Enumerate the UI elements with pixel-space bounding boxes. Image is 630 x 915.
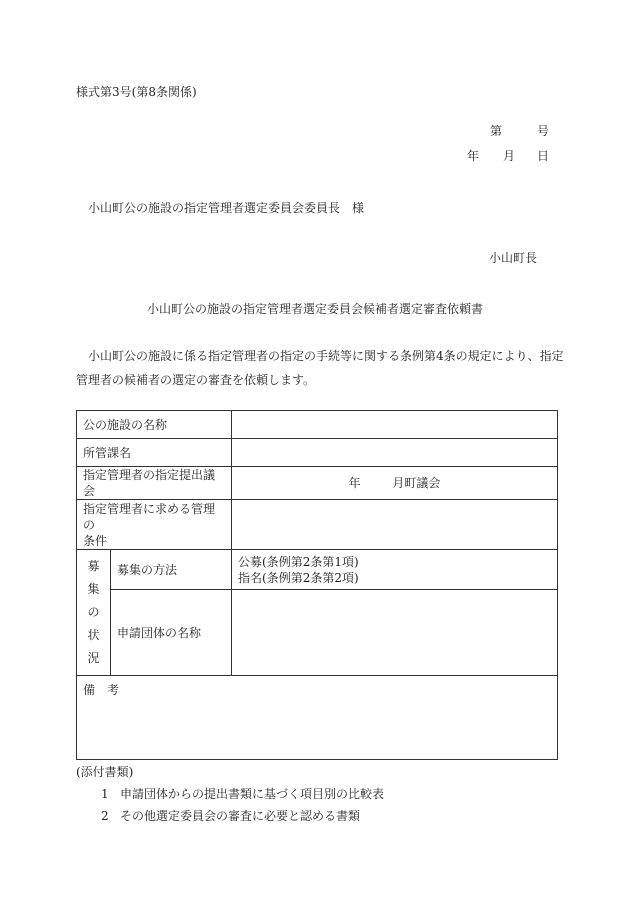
department-label: 所管課名 bbox=[77, 439, 232, 467]
sender: 小山町長 bbox=[489, 251, 538, 265]
attachment-text: その他選定委員会の審査に必要と認める書類 bbox=[120, 809, 361, 823]
body-line-2: 管理者の候補者の選定の審査を依頼します。 bbox=[76, 373, 316, 387]
table-row bbox=[77, 590, 558, 676]
body-line-1: 小山町公の施設に係る指定管理者の指定の手続等に関する条例第4条の規定により、指定 bbox=[76, 349, 564, 363]
attachment-number: 2 bbox=[101, 809, 109, 823]
remarks-cell[interactable] bbox=[77, 676, 558, 760]
facility-name-label: 公の施設の名称 bbox=[77, 411, 232, 439]
recruit-char: 状 bbox=[87, 628, 100, 642]
addressee: 小山町公の施設の指定管理者選定委員会委員長 様 bbox=[88, 201, 365, 215]
department-value[interactable] bbox=[232, 439, 558, 467]
table-row bbox=[77, 439, 558, 467]
table-row bbox=[77, 550, 558, 590]
table-row bbox=[77, 467, 558, 500]
recruit-char: 集 bbox=[87, 582, 100, 596]
attachment-text: 申請団体からの提出書類に基づく項目別の比較表 bbox=[120, 787, 385, 801]
conditions-value[interactable] bbox=[232, 500, 558, 550]
attachments-heading: (添付書類) bbox=[76, 765, 134, 779]
form-number: 様式第3号(第8条関係) bbox=[76, 85, 197, 99]
council-year-label: 年 bbox=[348, 476, 361, 490]
conditions-label-line-2: 条件 bbox=[83, 533, 108, 548]
applicant-name-label: 申請団体の名称 bbox=[111, 590, 232, 676]
method-option-public: 公募(条例第2条第1項) bbox=[238, 554, 359, 569]
conditions-label bbox=[77, 500, 232, 550]
applicant-name-value[interactable] bbox=[232, 590, 558, 676]
recruit-char: 募 bbox=[87, 559, 100, 573]
table-row bbox=[77, 676, 558, 760]
method-option-nominated: 指名(条例第2条第2項) bbox=[238, 570, 359, 585]
conditions-label-line-1: 指定管理者に求める管理の bbox=[83, 501, 216, 532]
recruit-method-label: 募集の方法 bbox=[111, 550, 232, 590]
remarks-label: 備 考 bbox=[83, 683, 120, 697]
number-label-go: 号 bbox=[537, 124, 550, 138]
document-title: 小山町公の施設の指定管理者選定委員会候補者選定審査依頼書 bbox=[147, 302, 484, 316]
request-form-table bbox=[76, 410, 558, 760]
council-month-label: 月町議会 bbox=[392, 476, 441, 490]
recruit-char: の bbox=[87, 605, 100, 619]
number-label-dai: 第 bbox=[490, 124, 503, 138]
table-row bbox=[77, 411, 558, 439]
date-year-label: 年 bbox=[467, 149, 480, 163]
recruit-char: 況 bbox=[87, 651, 100, 665]
attachment-number: 1 bbox=[101, 787, 109, 801]
date-month-label: 月 bbox=[503, 149, 516, 163]
council-value[interactable] bbox=[232, 467, 558, 500]
recruit-method-value[interactable] bbox=[232, 550, 558, 590]
council-label: 指定管理者の指定提出議会 bbox=[77, 467, 232, 500]
recruitment-status-label bbox=[77, 550, 111, 676]
table-row bbox=[77, 500, 558, 550]
date-day-label: 日 bbox=[537, 149, 550, 163]
facility-name-value[interactable] bbox=[232, 411, 558, 439]
